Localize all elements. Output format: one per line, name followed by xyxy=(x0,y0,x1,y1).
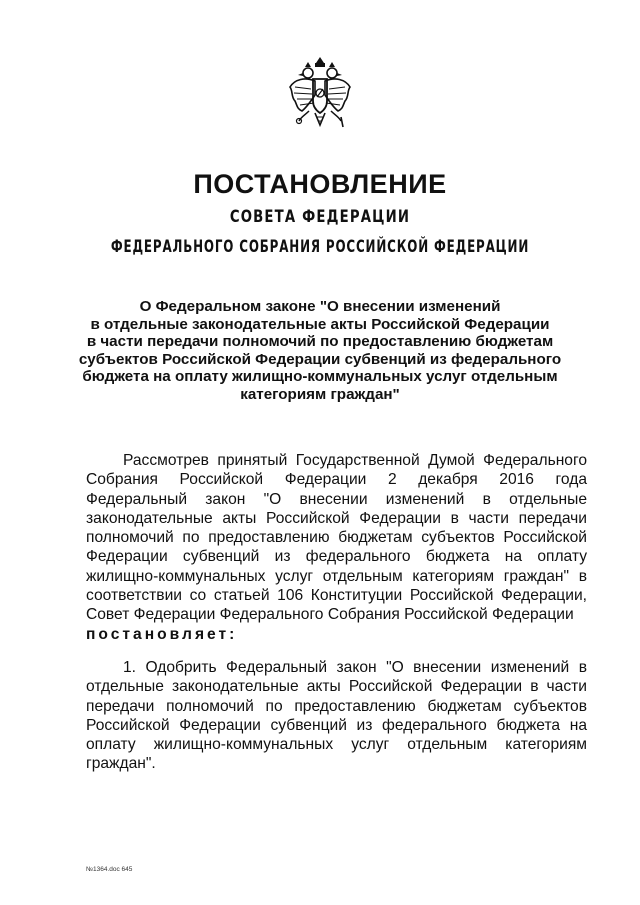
paragraph-line: соответствии со статьей 106 Конституции Российской Федерации, xyxy=(86,587,587,605)
double-headed-eagle-icon xyxy=(287,57,353,129)
heading-line: в отдельные законодательные акты Российской Федерации xyxy=(90,315,550,333)
paragraph-line: Собрания Российской Федерации 2 декабря 2016 года xyxy=(86,471,587,489)
paragraph-line: законодательные акты Российской Федерации в части передачи xyxy=(86,509,587,527)
paragraph-line: передачи полномочий по предоставлению бюджетам субъектов xyxy=(86,697,587,715)
file-reference-note: №1364.doc 645 xyxy=(86,866,133,873)
paragraph-line: оплату жилищно-коммунальных услуг отдельным категориям xyxy=(86,736,587,754)
heading-line: в части передачи полномочий по предоставлению бюджетам xyxy=(86,333,554,351)
heading-line: категориям граждан" xyxy=(240,385,400,403)
paragraph-line: полномочий по предоставлению бюджетам субъектов Российской xyxy=(86,529,587,547)
paragraph-line: жилищно-коммунальных услуг отдельным категориям граждан" в xyxy=(86,567,587,585)
heading-line: субъектов Российской Федерации субвенций из федерального xyxy=(78,350,562,368)
paragraph-line: 1. Одобрить Федеральный закон "О внесении изменений в xyxy=(123,659,587,676)
paragraph-line: граждан". xyxy=(86,755,156,773)
heading-line: О Федеральном законе "О внесении изменений xyxy=(139,298,501,315)
resolves-word: постановляет: xyxy=(86,625,238,643)
document-type-title: ПОСТАНОВЛЕНИЕ xyxy=(193,169,447,199)
paragraph-line: Федеральный закон "О внесении изменений в отдельные xyxy=(86,490,587,508)
preamble-paragraph xyxy=(86,451,587,644)
paragraph-line: Российской Федерации субвенций из федерального бюджета на xyxy=(86,716,587,734)
paragraph-line: Совет Федерации Федерального Собрания Российской Федерации xyxy=(86,606,574,624)
paragraph-line: Рассмотрев принятый Государственной Думой Федерального xyxy=(123,452,587,469)
issuer-line-1: СОВЕТА ФЕДЕРАЦИИ xyxy=(229,207,411,227)
resolution-heading xyxy=(60,298,580,404)
paragraph-line: отдельные законодательные акты Российской Федерации в части xyxy=(86,678,587,696)
heading-line: бюджета на оплату жилищно-коммунальных услуг отдельным xyxy=(82,368,558,386)
paragraph-line: Федерации субвенций из федерального бюджета на оплату xyxy=(86,548,587,566)
point-1-paragraph xyxy=(86,658,587,774)
issuer-line-2: ФЕДЕРАЛЬНОГО СОБРАНИЯ РОССИЙСКОЙ ФЕДЕРАЦИИ xyxy=(110,237,530,257)
